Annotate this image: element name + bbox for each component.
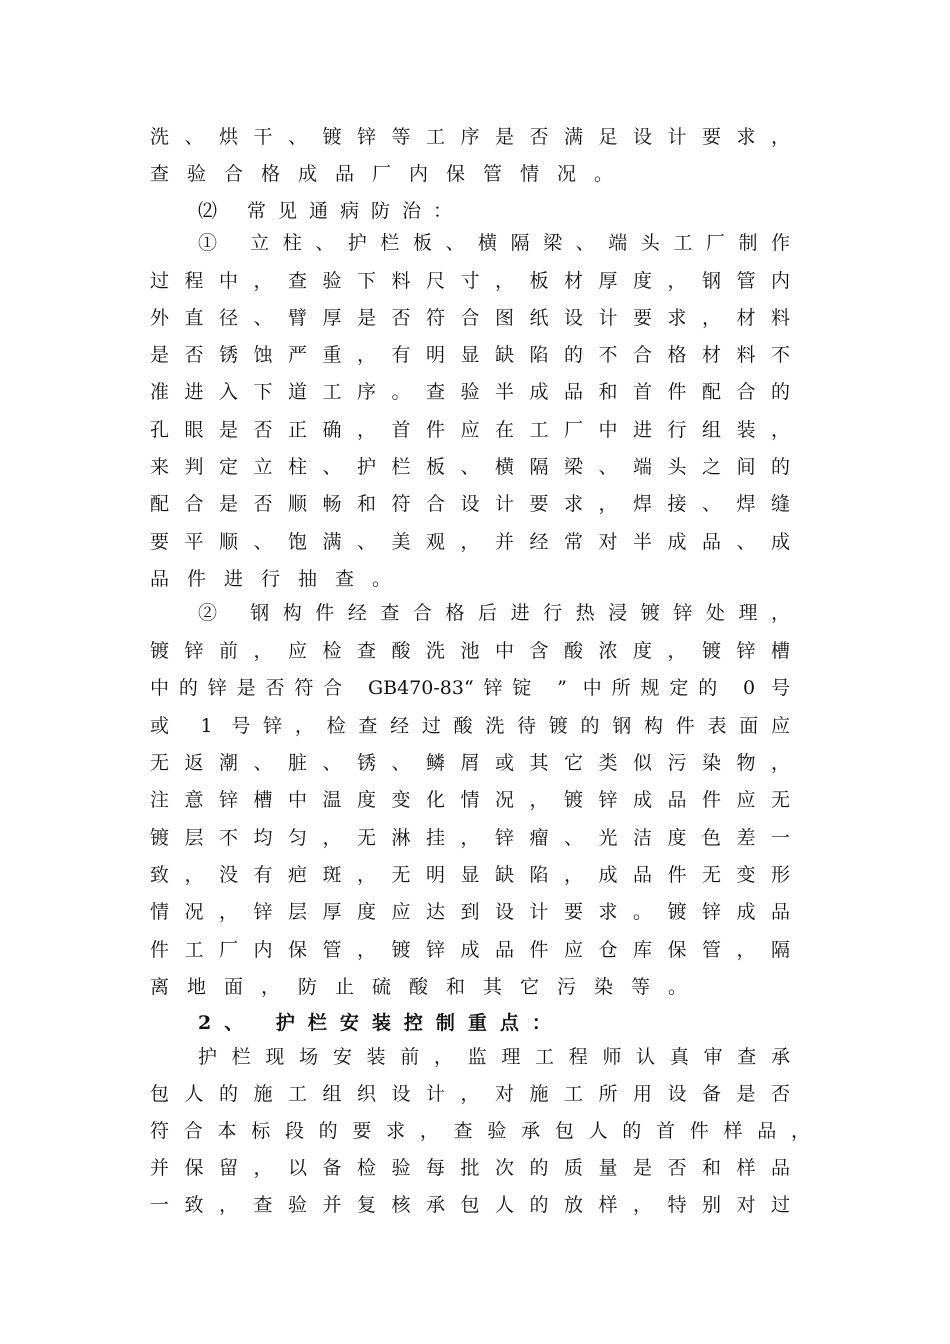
text-line: 离地面，防止硫酸和其它污染等。 bbox=[150, 976, 706, 998]
paragraph-first-line: 护栏现场安装前，监理工程师认真审查承 bbox=[198, 1046, 790, 1068]
text-line: 中的锌是否符合 GB470-83“锌锭 ” 中所规定的 0 号 bbox=[150, 677, 790, 699]
text-line: 镀锌前，应检查酸洗池中含酸浓度，镀锌槽 bbox=[150, 640, 790, 662]
text-line: 查验合格成品厂内保管情况。 bbox=[150, 163, 632, 185]
text-line: 一致，查验并复核承包人的放样，特别对过 bbox=[150, 1194, 790, 1216]
text-line: 准进入下道工序。查验半成品和首件配合的 bbox=[150, 381, 790, 403]
text-line: 注意锌槽中温度变化情况，镀锌成品件应无 bbox=[150, 789, 790, 811]
text-line: 镀层不均匀，无淋挂，锌瘤、光洁度色差一 bbox=[150, 827, 790, 849]
text-line: 洗、烘干、镀锌等工序是否满足设计要求， bbox=[150, 126, 790, 148]
text-line: 来判定立柱、护栏板、横隔梁、端头之间的 bbox=[150, 456, 790, 478]
text-line: 情况，锌层厚度应达到设计要求。镀锌成品 bbox=[150, 901, 790, 923]
text-line: 无返潮、脏、锈、鳞屑或其它类似污染物， bbox=[150, 752, 790, 774]
text-line: 要平顺、饱满、美观，并经常对半成品、成 bbox=[150, 531, 790, 553]
section-subheading: ⑵ 常见通病防治： bbox=[198, 200, 465, 222]
paragraph-first-line: ② 钢构件经查合格后进行热浸镀锌处理， bbox=[198, 602, 790, 624]
section-heading: 2、 护栏安装控制重点： bbox=[198, 1012, 564, 1034]
text-line: 过程中，查验下料尺寸，板材厚度，钢管内 bbox=[150, 270, 790, 292]
text-line: 是否锈蚀严重，有明显缺陷的不合格材料不 bbox=[150, 344, 790, 366]
text-line: 或 1 号锌，检查经过酸洗待镀的钢构件表面应 bbox=[150, 715, 790, 737]
text-line: 并保留，以备检验每批次的质量是否和样品 bbox=[150, 1157, 790, 1179]
text-line: 外直径、臂厚是否符合图纸设计要求，材料 bbox=[150, 307, 790, 329]
text-line: 符合本标段的要求，查验承包人的首件样品， bbox=[150, 1120, 810, 1142]
text-line: 包人的施工组织设计，对施工所用设备是否 bbox=[150, 1083, 790, 1105]
paragraph-first-line: ① 立柱、护栏板、横隔梁、端头工厂制作 bbox=[198, 232, 790, 254]
text-line: 件工厂内保管，镀锌成品件应仓库保管，隔 bbox=[150, 939, 790, 961]
text-line: 孔眼是否正确，首件应在工厂中进行组装， bbox=[150, 419, 790, 441]
text-line: 致，没有疤斑，无明显缺陷，成品件无变形 bbox=[150, 864, 790, 886]
text-line: 品件进行抽查。 bbox=[150, 568, 410, 590]
text-line: 配合是否顺畅和符合设计要求，焊接、焊缝 bbox=[150, 493, 790, 515]
